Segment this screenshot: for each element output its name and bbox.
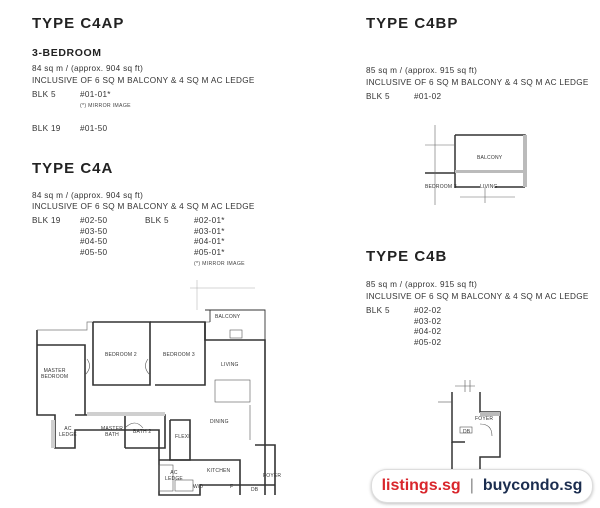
c4b-blk5-units: #02-02 #03-02 #04-02 #05-02 [414,306,442,347]
c4a-blk5-units: #02-01* #03-01* #04-01* #05-01* [194,216,225,257]
c4bp-living-label: LIVING [480,184,498,190]
c4bp-blk5-units: #01-02 [414,92,442,101]
c4ap-title: TYPE C4AP [32,15,125,32]
c4a-master-bedroom-label: MASTER BEDROOM [41,368,69,380]
c4ap-inclusive: INCLUSIVE OF 6 SQ M BALCONY & 4 SQ M AC LEDGE [32,76,255,85]
c4a-blk19-label: BLK 19 [32,216,61,225]
c4b-db-label: DB [463,429,471,435]
c4a-f-label: F [230,484,234,490]
floor-plan-c4bp-drawing [425,125,535,205]
floor-plan-c4a-drawing [25,280,285,508]
c4bp-blk5-label: BLK 5 [366,92,390,101]
floor-plan-c4a [25,280,285,508]
c4a-kitchen-label: KITCHEN [207,468,231,474]
c4a-ac-ledge-label: AC LEDGE [59,426,77,438]
c4ap-bedrooms: 3-BEDROOM [32,47,102,59]
floor-plan-c4bp [425,125,535,205]
c4a-bath2-label: BATH 2 [133,429,152,435]
c4b-area: 85 sq m / (approx. 915 sq ft) [366,280,478,289]
c4a-wd-label: W/D [193,484,204,490]
c4a-bedroom3-label: BEDROOM 3 [163,352,195,358]
watermark-separator: | [469,477,474,494]
c4a-ac-ledge2-label: AC LEDGE [165,470,183,482]
c4a-blk19-units: #02-50 #03-50 #04-50 #05-50 [80,216,108,257]
c4a-living-label: LIVING [221,362,239,368]
c4bp-area: 85 sq m / (approx. 915 sq ft) [366,66,478,75]
c4a-title: TYPE C4A [32,160,114,177]
c4a-master-bath-label: MASTER BATH [101,426,124,438]
c4a-mirror-note: (*) MIRROR IMAGE [194,261,245,267]
c4a-bedroom2-label: BEDROOM 2 [105,352,137,358]
watermark-listings: listings.sg [381,477,461,494]
c4bp-balcony-label: BALCONY [477,155,503,161]
c4bp-title: TYPE C4BP [366,15,459,32]
c4ap-blk5-label: BLK 5 [32,90,56,99]
c4ap-area: 84 sq m / (approx. 904 sq ft) [32,64,144,73]
c4ap-blk5-units: #01-01* [80,90,111,99]
watermark-badge [371,469,593,503]
c4ap-mirror-note: (*) MIRROR IMAGE [80,103,131,109]
c4b-title: TYPE C4B [366,248,448,265]
c4a-blk5-label: BLK 5 [145,216,169,225]
c4b-foyer-label: FOYER [475,416,494,422]
c4a-inclusive: INCLUSIVE OF 6 SQ M BALCONY & 4 SQ M AC LEDGE [32,202,255,211]
c4bp-inclusive: INCLUSIVE OF 6 SQ M BALCONY & 4 SQ M AC LEDGE [366,78,589,87]
c4a-area: 84 sq m / (approx. 904 sq ft) [32,191,144,200]
c4a-dining-label: DINING [210,419,229,425]
c4a-flexi-label: FLEXI [175,434,190,440]
c4a-balcony-label: BALCONY [215,314,241,320]
c4ap-blk19-label: BLK 19 [32,124,61,133]
watermark-buycondo: buycondo.sg [482,477,583,494]
c4bp-bedroom3-label: BEDROOM 3 [425,184,457,190]
c4b-inclusive: INCLUSIVE OF 6 SQ M BALCONY & 4 SQ M AC LEDGE [366,292,589,301]
c4a-foyer-label: FOYER [263,473,282,479]
c4a-db-label: DB [251,487,259,493]
c4ap-blk19-units: #01-50 [80,124,108,133]
c4b-blk5-label: BLK 5 [366,306,390,315]
